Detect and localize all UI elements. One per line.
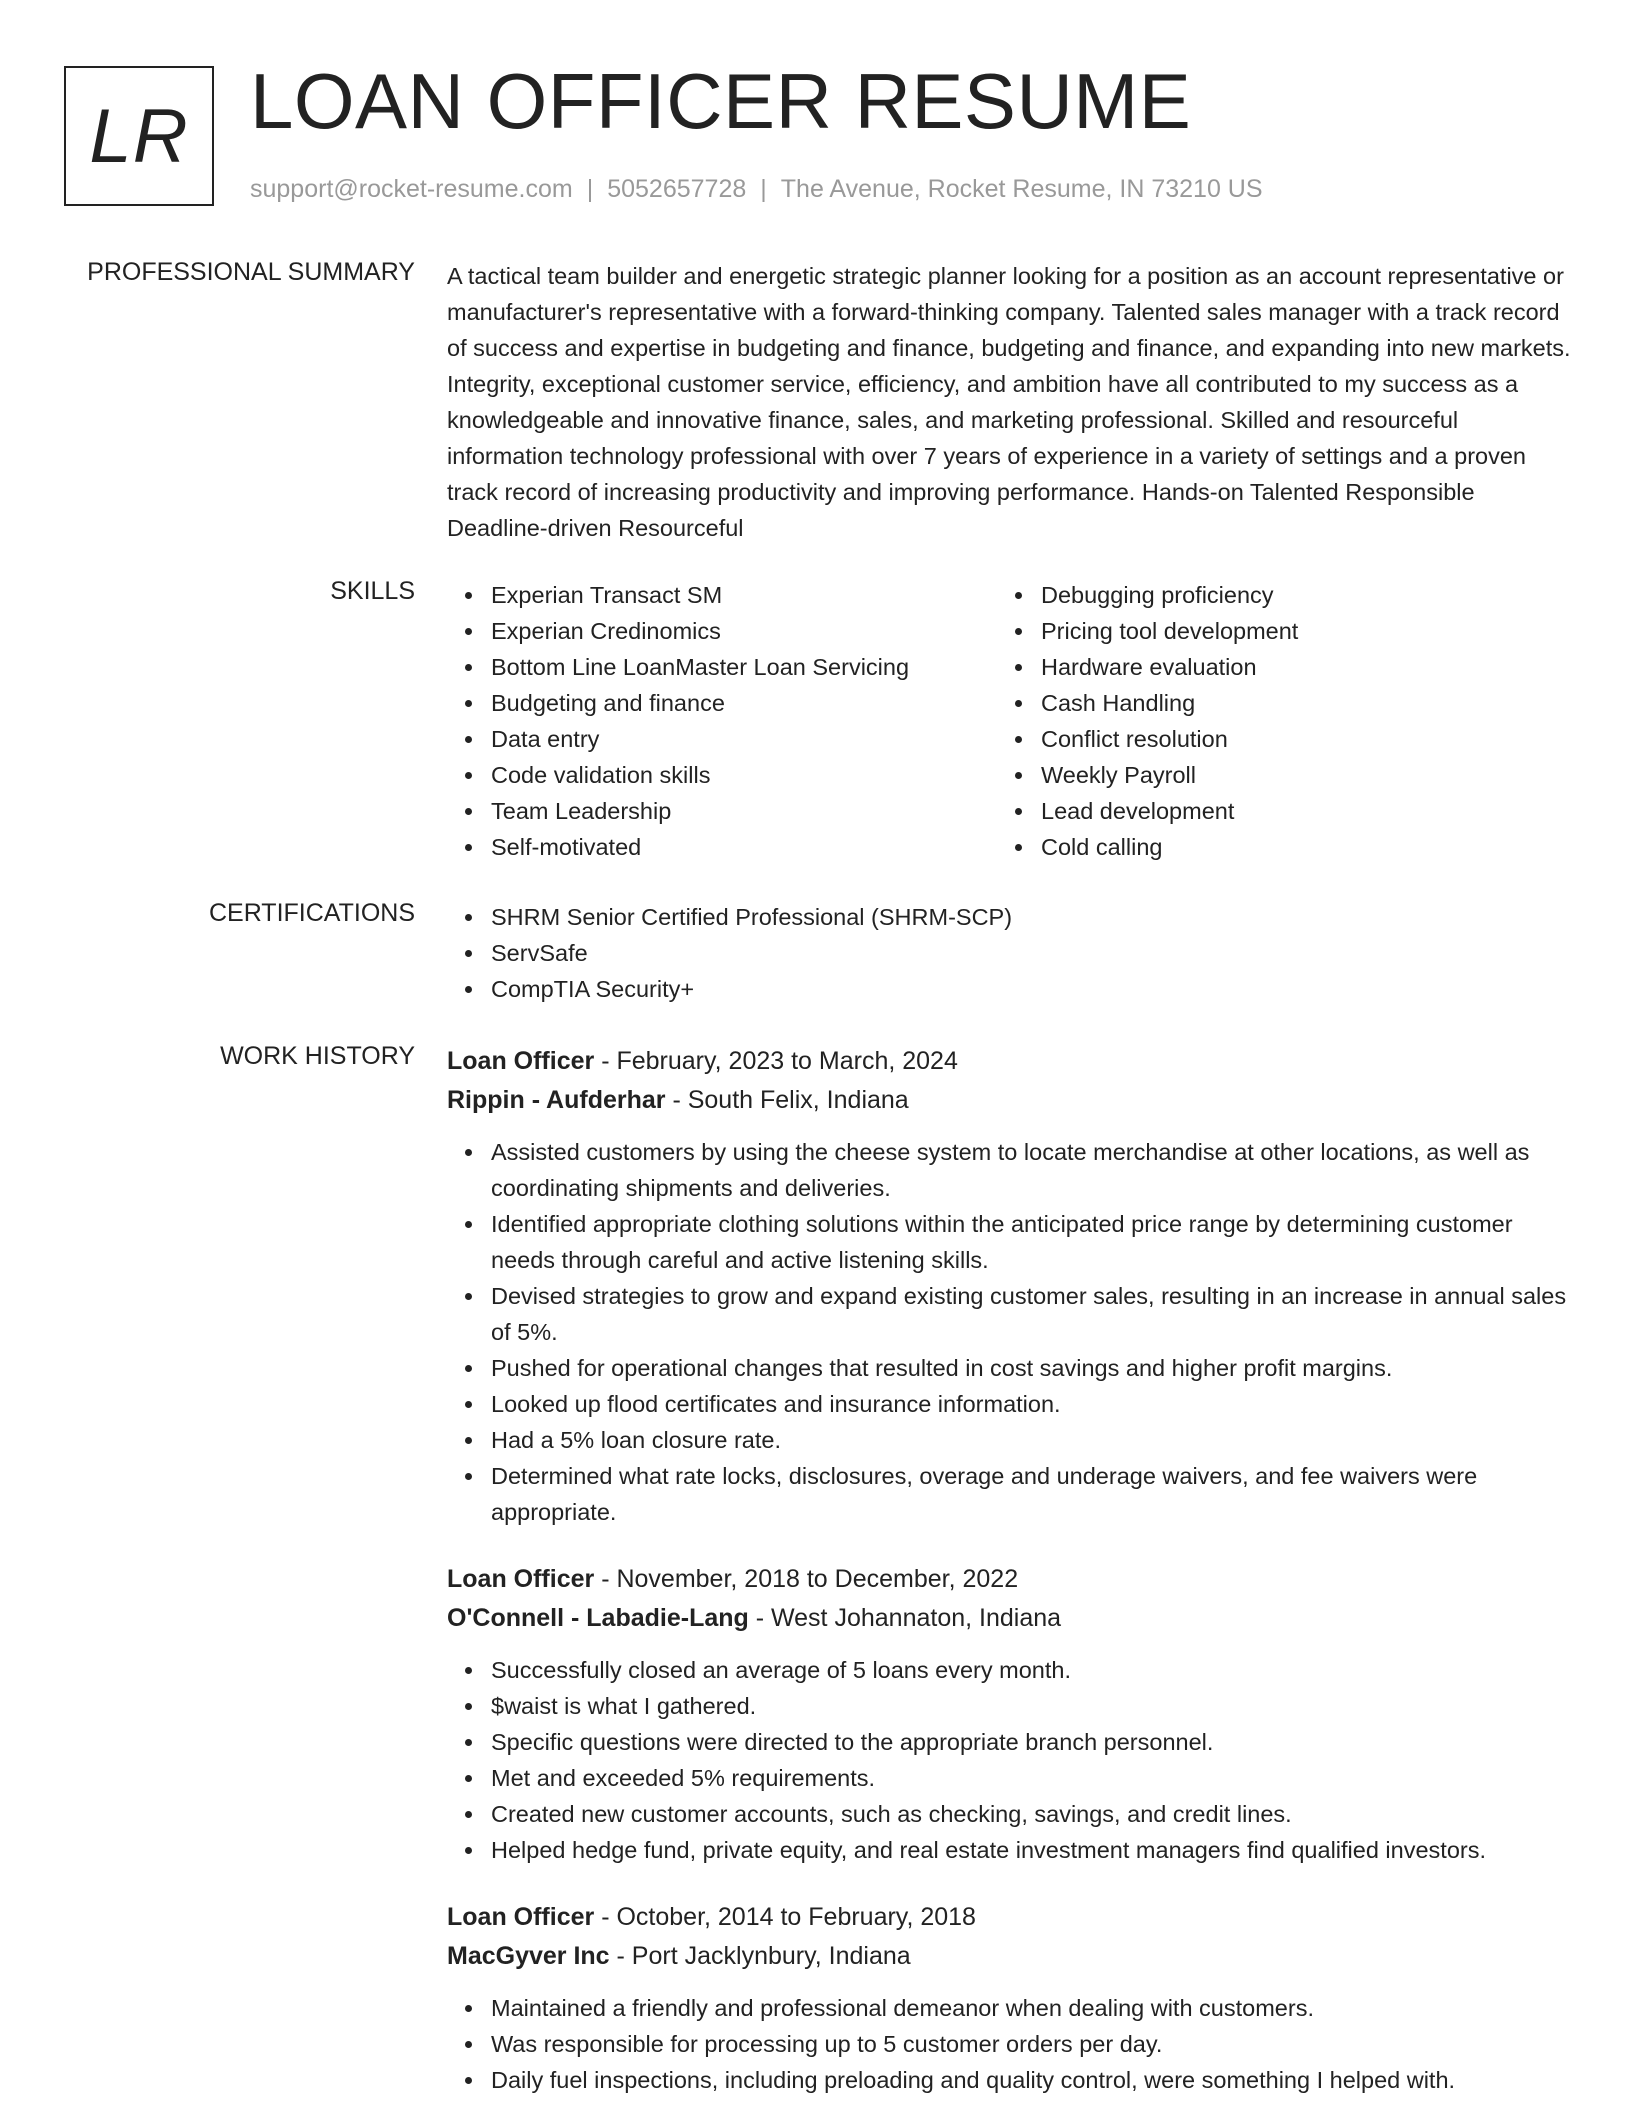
list-item: ServSafe bbox=[491, 935, 1572, 971]
list-item: Pricing tool development bbox=[1041, 613, 1547, 649]
job-title-line bbox=[447, 1898, 1572, 1937]
monogram-logo: LR bbox=[64, 66, 214, 206]
list-item: Created new customer accounts, such as checking, savings, and credit lines. bbox=[491, 1796, 1572, 1832]
section-title-summary: PROFESSIONAL SUMMARY bbox=[87, 258, 415, 286]
job-company: O'Connell - Labadie-Lang bbox=[447, 1604, 749, 1632]
job-bullets bbox=[447, 1134, 1572, 1530]
list-item: Data entry bbox=[491, 721, 997, 757]
job-title-line bbox=[447, 1042, 1572, 1081]
list-item: Determined what rate locks, disclosures, overage and underage waivers, and fee waivers were appropriate. bbox=[491, 1458, 1572, 1530]
list-item: Conflict resolution bbox=[1041, 721, 1547, 757]
list-item: Self-motivated bbox=[491, 829, 997, 865]
list-item: Was responsible for processing up to 5 customer orders per day. bbox=[491, 2026, 1572, 2062]
job-location: - West Johannaton, Indiana bbox=[748, 1604, 1062, 1632]
certifications-body bbox=[447, 899, 1572, 1007]
job-company-line bbox=[447, 1081, 1572, 1120]
contact-address: The Avenue, Rocket Resume, IN 73210 US bbox=[780, 175, 1263, 203]
list-item: $waist is what I gathered. bbox=[491, 1688, 1572, 1724]
certifications-list bbox=[447, 899, 1572, 1007]
contact-line bbox=[250, 175, 1263, 204]
list-item: Lead development bbox=[1041, 793, 1547, 829]
contact-email: support@rocket-resume.com bbox=[250, 175, 573, 203]
list-item: SHRM Senior Certified Professional (SHRM-SCP) bbox=[491, 899, 1572, 935]
list-item: Bottom Line LoanMaster Loan Servicing bbox=[491, 649, 997, 685]
list-item: Assisted customers by using the cheese system to locate merchandise at other locations, as well as coordinating shipments and deliveries. bbox=[491, 1134, 1572, 1206]
contact-separator: | bbox=[760, 175, 767, 203]
job-dates: - November, 2018 to December, 2022 bbox=[594, 1565, 1019, 1593]
skills-body bbox=[447, 577, 1572, 865]
job-dates: - February, 2023 to March, 2024 bbox=[594, 1047, 958, 1075]
job-role: Loan Officer bbox=[447, 1565, 595, 1593]
list-item: Daily fuel inspections, including preloading and quality control, were something I helped with. bbox=[491, 2062, 1572, 2098]
contact-phone: 5052657728 bbox=[607, 175, 747, 203]
list-item: Experian Transact SM bbox=[491, 577, 997, 613]
section-title-skills: SKILLS bbox=[330, 577, 415, 605]
job-company: Rippin - Aufderhar bbox=[447, 1086, 666, 1114]
list-item: Successfully closed an average of 5 loans every month. bbox=[491, 1652, 1572, 1688]
list-item: Budgeting and finance bbox=[491, 685, 997, 721]
list-item: Looked up flood certificates and insurance information. bbox=[491, 1386, 1572, 1422]
job-company: MacGyver Inc bbox=[447, 1942, 610, 1970]
job-role: Loan Officer bbox=[447, 1903, 595, 1931]
job-company-line bbox=[447, 1599, 1572, 1638]
job-company-line bbox=[447, 1937, 1572, 1976]
list-item: Maintained a friendly and professional demeanor when dealing with customers. bbox=[491, 1990, 1572, 2026]
job-dates: - October, 2014 to February, 2018 bbox=[594, 1903, 976, 1931]
list-item: Specific questions were directed to the appropriate branch personnel. bbox=[491, 1724, 1572, 1760]
list-item: Met and exceeded 5% requirements. bbox=[491, 1760, 1572, 1796]
list-item: Weekly Payroll bbox=[1041, 757, 1547, 793]
section-title-work-history: WORK HISTORY bbox=[220, 1042, 415, 1070]
list-item: Code validation skills bbox=[491, 757, 997, 793]
list-item: Team Leadership bbox=[491, 793, 997, 829]
job-entry bbox=[447, 1042, 1572, 1530]
job-role: Loan Officer bbox=[447, 1047, 595, 1075]
summary-body bbox=[447, 258, 1572, 546]
job-entry bbox=[447, 1560, 1572, 1868]
job-entry bbox=[447, 1898, 1572, 2098]
contact-separator: | bbox=[586, 175, 594, 203]
skills-column-left bbox=[447, 577, 997, 865]
job-title-line bbox=[447, 1560, 1572, 1599]
work-history-body bbox=[447, 1042, 1572, 2128]
list-item: Pushed for operational changes that resulted in cost savings and higher profit margins. bbox=[491, 1350, 1572, 1386]
list-item: Had a 5% loan closure rate. bbox=[491, 1422, 1572, 1458]
job-location: - Port Jacklynbury, Indiana bbox=[609, 1942, 911, 1970]
list-item: Hardware evaluation bbox=[1041, 649, 1547, 685]
skills-column-right bbox=[997, 577, 1547, 865]
list-item: Identified appropriate clothing solutions within the anticipated price range by determining customer needs through careful and active listening skills. bbox=[491, 1206, 1572, 1278]
job-bullets bbox=[447, 1990, 1572, 2098]
job-bullets bbox=[447, 1652, 1572, 1868]
section-title-certifications: CERTIFICATIONS bbox=[208, 899, 415, 927]
list-item: Devised strategies to grow and expand existing customer sales, resulting in an increase in annual sales of 5%. bbox=[491, 1278, 1572, 1350]
summary-text: A tactical team builder and energetic strategic planner looking for a position as an account representative or manufacturer's representative with a forward-thinking company. Talented sales manager with a track record of success and expertise in budgeting and finance, budgeting and finance, and expanding into new markets. Integrity, exceptional customer service, efficiency, and ambition have all contributed to my success as a knowledgeable and innovative finance, sales, and marketing professional. Skilled and resourceful information technology professional with over 7 years of experience in a variety of settings and a proven track record of increasing productivity and improving performance. Hands-on Talented Responsible Deadline-driven Resourceful bbox=[447, 263, 1571, 541]
skills-list-left bbox=[447, 577, 997, 865]
list-item: Helped hedge fund, private equity, and real estate investment managers find qualified investors. bbox=[491, 1832, 1572, 1868]
list-item: Cash Handling bbox=[1041, 685, 1547, 721]
list-item: Cold calling bbox=[1041, 829, 1547, 865]
list-item: Experian Credinomics bbox=[491, 613, 997, 649]
list-item: Debugging proficiency bbox=[1041, 577, 1547, 613]
list-item: CompTIA Security+ bbox=[491, 971, 1572, 1007]
skills-list-right bbox=[997, 577, 1547, 865]
job-location: - South Felix, Indiana bbox=[665, 1086, 909, 1114]
resume-title: LOAN OFFICER RESUME bbox=[250, 57, 1192, 145]
